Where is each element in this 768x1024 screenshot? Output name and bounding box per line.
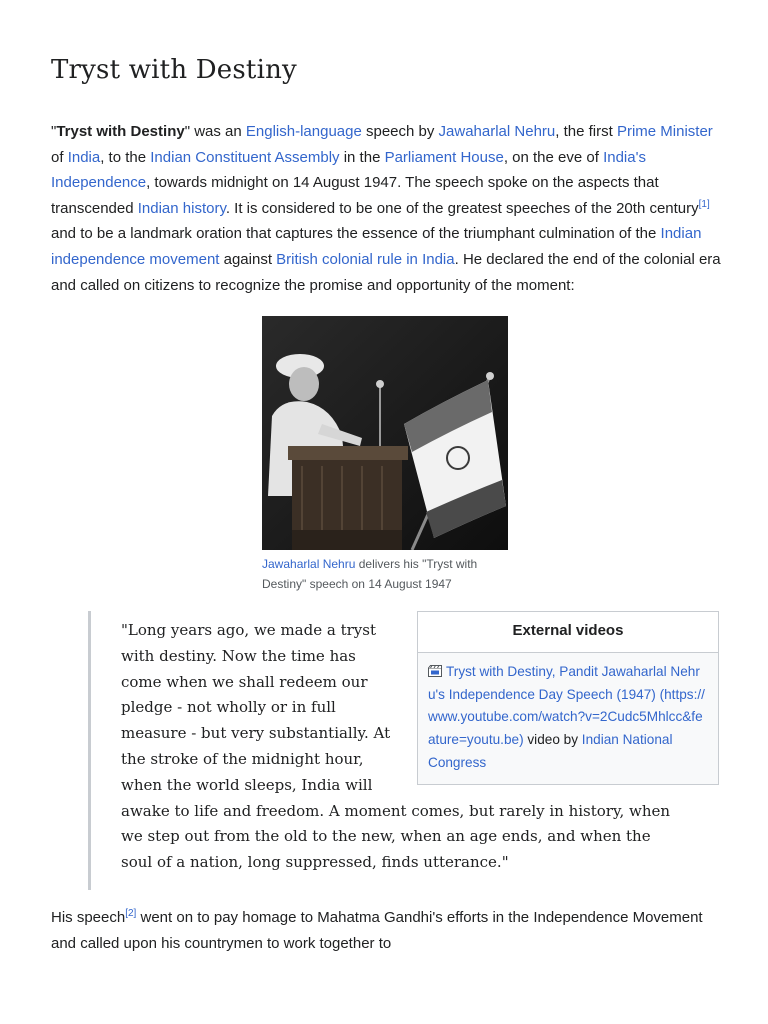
lead-text: , the first xyxy=(555,123,617,140)
figure-caption xyxy=(262,554,502,594)
closing-text: went on to pay homage to Mahatma Gandhi's efforts in the Independence Movement and called upon his countrymen to work together to xyxy=(51,909,703,952)
citation-2[interactable]: [2] xyxy=(125,908,137,919)
blockquote-bar xyxy=(88,611,91,890)
link-indian-constituent-assembly[interactable]: Indian Constituent Assembly xyxy=(150,148,340,166)
lead-text: . He declared the end of the colonial era and called on citizens to recognize the promise and opportunity of the moment: xyxy=(51,250,721,294)
youtube-video-link[interactable]: Tryst with Destiny, Pandit Jawaharlal Nehru's Independence Day Speech (1947) (https://www.youtube.com/watch?v=2Cudc5Mhlcc&feature=youtu.be) xyxy=(428,663,705,748)
caption-text: delivers his "Tryst with Destiny" speech on 14 August 1947 xyxy=(262,557,478,591)
lead-paragraph xyxy=(51,119,721,298)
link-parliament-house[interactable]: Parliament House xyxy=(384,148,504,166)
film-icon xyxy=(428,665,442,677)
lead-term: Tryst with Destiny xyxy=(56,123,185,140)
nehru-speech-photo[interactable] xyxy=(262,316,508,550)
link-india[interactable]: India xyxy=(67,148,101,166)
lead-text: " xyxy=(51,123,57,140)
link-indian-history[interactable]: Indian history xyxy=(137,199,226,217)
figure xyxy=(262,316,508,594)
lead-text: , on the eve of xyxy=(503,148,604,166)
lead-text: and to be a landmark oration that captures the essence of the triumphant culmination of the xyxy=(51,225,661,243)
link-jawaharlal-nehru[interactable]: Jawaharlal Nehru xyxy=(438,123,556,140)
link-prime-minister[interactable]: Prime Minister xyxy=(616,123,713,140)
quote-text: "Long years ago, we made a tryst with destiny. Now the time has come when we shall redeem our pledge - not wholly or in full measure - but very substantially. At the stroke of the midnight hour, when the world sleeps, India will awake to life and freedom. A moment comes, but rarely in history, when we step out from the old to the new, when an age ends, and when the soul of a nation, long suppressed, finds utterance." xyxy=(121,621,671,872)
lead-text: in the xyxy=(339,148,385,166)
photo-illustration xyxy=(262,316,508,550)
video-by-text: video by xyxy=(523,732,582,748)
lead-text: of xyxy=(51,148,68,166)
closing-text: His speech xyxy=(51,909,126,926)
link-indian-national-congress[interactable]: Indian National Congress xyxy=(428,732,673,770)
external-videos-body xyxy=(418,653,718,784)
caption-link-nehru[interactable]: Jawaharlal Nehru xyxy=(262,557,356,571)
link-english-language[interactable]: English-language xyxy=(245,123,362,140)
link-british-colonial-rule[interactable]: British colonial rule in India xyxy=(276,250,455,268)
external-videos-box xyxy=(417,611,719,785)
link-indian-independence-movement[interactable]: Indian independence movement xyxy=(51,225,702,268)
lead-text: , towards midnight on 14 August 1947. The speech spoke on the aspects that transcended xyxy=(51,174,659,217)
lead-text: against xyxy=(219,250,277,268)
lead-text: . It is considered to be one of the greatest speeches of the 20th century xyxy=(225,199,699,217)
blockquote xyxy=(121,618,705,876)
lead-text: , to the xyxy=(100,148,151,166)
external-videos-heading: External videos xyxy=(418,612,718,653)
page-title: Tryst with Destiny xyxy=(51,55,297,85)
citation-1[interactable]: [1] xyxy=(698,198,710,210)
lead-text: speech by xyxy=(361,123,439,140)
link-indias-independence[interactable]: India's Independence xyxy=(51,148,646,192)
closing-paragraph xyxy=(51,905,721,956)
lead-text: " was an xyxy=(184,123,246,140)
